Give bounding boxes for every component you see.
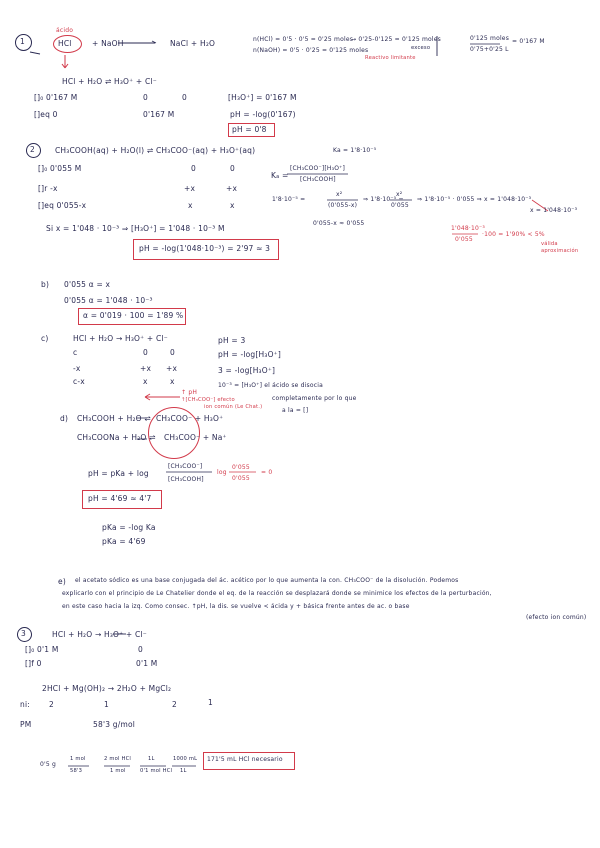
s3-pm-val: 58'3 g/mol bbox=[93, 720, 136, 729]
ka-value: Ka = 1'8·10⁻⁵ bbox=[333, 147, 377, 154]
c-row0: c bbox=[73, 348, 78, 357]
s3-ni-b: 1 bbox=[104, 700, 109, 709]
b-result: α = 0'019 · 100 = 1'89 % bbox=[83, 311, 184, 320]
d-hh-log-den: 0'055 bbox=[232, 475, 250, 482]
section-3-number: 3 bbox=[21, 629, 26, 638]
row0-col2: 0 bbox=[143, 93, 148, 102]
b-line1: 0'055 α = x bbox=[64, 280, 111, 289]
x-value: x = 1'048·10⁻³ bbox=[530, 207, 578, 214]
ka-eq: 1'8·10⁻⁵ = bbox=[272, 196, 306, 203]
si-line: Si x = 1'048 · 10⁻³ ⇒ [H₃O⁺] = 1'048 · 10⁻³ M bbox=[46, 224, 225, 233]
calc-f1-den: 58'3 bbox=[70, 768, 83, 774]
s3-row-f-b: 0'1 M bbox=[136, 659, 158, 668]
e-label: e) bbox=[58, 577, 66, 586]
calc-f4-num: 1000 mL bbox=[173, 756, 198, 762]
d-pka-val: pKa = 4'69 bbox=[102, 537, 146, 546]
limiting-reagent-note: Reactivo limitante bbox=[365, 55, 416, 61]
s2-row-r-b: +x bbox=[184, 184, 196, 193]
n-naoh: n(NaOH) = 0'5 · 0'25 = 0'125 moles bbox=[253, 47, 369, 54]
calc-f2-num: 2 mol HCl bbox=[104, 756, 132, 762]
d-hh-num: [CH₃COO⁻] bbox=[168, 463, 203, 470]
c-row-r-c: +x bbox=[166, 364, 178, 373]
s3-row0-b: 0 bbox=[138, 645, 143, 654]
e-line4: (efecto ion común) bbox=[526, 614, 587, 621]
eq1-hcl: HCl bbox=[58, 39, 72, 48]
eq1-products: NaCl + H₂O bbox=[170, 39, 216, 48]
d-arrow-note-a: ↑[CH₃COO⁻] efecto bbox=[181, 397, 235, 403]
e-line1: el acetato sódico es una base conjugada del ác. acético por lo que aumenta la con. CH₃COO⁻ de la disolución. Podemos bbox=[75, 577, 459, 584]
ka-approx-den: 0'055 bbox=[391, 202, 409, 209]
s3-result: 171'5 mL HCl necesario bbox=[207, 756, 283, 763]
ka-frac-num: x² bbox=[336, 191, 343, 198]
c-eq: HCl + H₂O → H₃O⁺ + Cl⁻ bbox=[73, 334, 168, 343]
s2-row0: []₀ 0'055 M bbox=[38, 164, 82, 173]
s3-eq2: 2HCl + Mg(OH)₂ → 2H₂O + MgCl₂ bbox=[42, 684, 172, 693]
n-hcl: n(HCl) = 0'5 · 0'5 = 0'25 moles bbox=[253, 36, 354, 43]
ph-result: pH = 0'8 bbox=[232, 125, 267, 134]
c-ph3: 3 = -log[H₃O⁺] bbox=[218, 366, 276, 375]
h3o-conc: [H₃O⁺] = 0'167 M bbox=[228, 93, 297, 102]
ka-solve: ⇒ 1'8·10⁻⁵ · 0'055 ⇒ x = 1'048·10⁻³ bbox=[417, 196, 532, 203]
s3-ni-a: 2 bbox=[49, 700, 54, 709]
row0-label: []₀ 0'167 M bbox=[34, 93, 78, 102]
ka-expr-den: [CH₃COOH] bbox=[300, 176, 336, 183]
calc-mass: 0'5 g bbox=[40, 761, 56, 768]
d-hh-den: [CH₃COOH] bbox=[168, 476, 204, 483]
s3-ni-d: 1 bbox=[208, 698, 213, 707]
s2-row0-b: 0 bbox=[191, 164, 196, 173]
ka-approx-num: x² bbox=[396, 191, 403, 198]
ka-expr-num: [CH₃COO⁻][H₃O⁺] bbox=[290, 165, 346, 172]
check-note: válida aproximación bbox=[541, 241, 579, 254]
d-eq1: CH₃COOH + H₂O ⇌ bbox=[77, 414, 151, 423]
s2-row-eq-c: x bbox=[230, 201, 235, 210]
s2-equation: CH₃COOH(aq) + H₂O(l) ⇌ CH₃COO⁻(aq) + H₃O⁺(aq) bbox=[55, 146, 256, 155]
d-eq1-products: CH₃COO⁻ + H₃O⁺ bbox=[156, 414, 224, 423]
eq2: HCl + H₂O ⇌ H₃O⁺ + Cl⁻ bbox=[62, 77, 157, 86]
c-ph2: pH = -log[H₃O⁺] bbox=[218, 350, 281, 359]
ka-frac-den: (0'055-x) bbox=[328, 202, 358, 209]
c-ph: pH = 3 bbox=[218, 336, 246, 345]
d-arrow-note-b: ion común (Le Chat.) bbox=[204, 404, 263, 410]
notes-page: 1 ácido HCl + NaOH NaCl + H₂O n(HCl) = 0'5 · 0'5 = 0'25 moles → 0'25-0'125 = 0'125 moles n(NaOH) = 0'5 · 0'25 = 0'125 moles Reactivo limitante exceso 0'125 moles 0'75+0'25 L = 0'167 M HCl + H₂O ⇌ H₃O⁺ + Cl⁻ []₀ 0'167 M 0 0 [H₃O⁺] = 0'167 M []eq 0 0'167 M pH = -log(0'167) pH = 0'8 2 CH₃COOH(aq) + H₂O(l) ⇌ CH₃COO⁻(aq) + H₃O⁺(aq) Ka = 1'8·10⁻⁵ []₀ 0'055 M 0 0 []r -x +x +x []eq 0'055-x x x Ka = [CH₃COO⁻][H₃O⁺] [CH₃COOH] 1'8·10⁻⁵ = x² (0'055-x) ⇒ 1'8·10⁻⁵ = x² 0'055 ⇒ 1'8·10⁻⁵ · 0'055 ⇒ x = 1'048·10⁻³ x = 1'048·10⁻³ 0'055-x ≈ 0'055 Si x = 1'048 · 10⁻³ ⇒ [H₃O⁺] = 1'048 · 10⁻³ M pH = -log(1'048·10⁻³) = 2'97 ≈ 3 1'048·10⁻³ 0'055 ·100 = 1'90% < 5% válida aproximación b) 0'055 α = x 0'055 α = 1'048 · 10⁻³ α = 0'019 · 100 = 1'89 % c) HCl + H₂O → H₃O⁺ + Cl⁻ c 0 0 -x +x +x c-x x x pH = 3 pH = -log[H₃O⁺] 3 = -log[H₃O⁺] 10⁻³ = [H₃O⁺] el ácido se disocia completamente por lo que a la = [] ↑ pH ↑[CH₃COO⁻] efecto ion común (Le Chat.) d) CH₃COOH + H₂O ⇌ CH₃COO⁻ + H₃O⁺ CH₃COONa + H₂O ⇌ CH₃COO⁻ + Na⁺ pH = pKa + log [CH₃COO⁻] [CH₃COOH] log 0'055 0'055 = 0 pH = 4'69 ≈ 4'7 pKa = -log Ka pKa = 4'69 e) el acetato sódico es una base conjugada del ác. acético por lo que aumenta la con. CH₃COO⁻ de la disolución. Podemos explicarlo con el principio de Le Chatelier donde el eq. de la reacción se desplazará donde se minimice los efectos de la perturbación, en este caso hacia la izq. Como consec. ↑pH, la dis. se vuelve < ácida y + básica frente antes de ac. o base (efecto ion común) 3 HCl + H₂O → H₃O⁺ + Cl⁻ []₀ 0'1 M 0 []f 0 0'1 M 2HCl + Mg(OH)₂ → 2H₂O + MgCl₂ ni: 2 1 2 1 PM 58'3 g/mol 0'5 g 1 mol 58'3 2 mol HCl 1 mol 1L 0'1 mol HCl 1000 mL 1L 171'5 mL HCl necesario bbox=[0, 0, 600, 848]
acid-label: ácido bbox=[56, 27, 74, 34]
d-hh-zero: = 0 bbox=[261, 469, 273, 476]
b-line2: 0'055 α = 1'048 · 10⁻³ bbox=[64, 296, 153, 305]
check-result: ·100 = 1'90% < 5% bbox=[482, 231, 545, 238]
s3-ni-c: 2 bbox=[172, 700, 177, 709]
b-label: b) bbox=[41, 280, 50, 289]
conc-den: 0'75+0'25 L bbox=[470, 46, 509, 53]
s3-row0: []₀ 0'1 M bbox=[25, 645, 59, 654]
s2-row-r-c: +x bbox=[226, 184, 238, 193]
c-row0-b: 0 bbox=[143, 348, 148, 357]
excess-note: exceso bbox=[411, 45, 431, 51]
s2-ph: pH = -log(1'048·10⁻³) = 2'97 ≈ 3 bbox=[139, 244, 271, 253]
e-line2: explicarlo con el principio de Le Chatelier donde el eq. de la reacción se desplazará donde se minimice los efectos de la perturbación, bbox=[62, 590, 492, 597]
c-row-eq-b: x bbox=[143, 377, 148, 386]
s2-row-eq: []eq 0'055-x bbox=[38, 201, 87, 210]
s3-pm: PM bbox=[20, 720, 32, 729]
c-row-eq: c-x bbox=[73, 377, 85, 386]
s2-row0-c: 0 bbox=[230, 164, 235, 173]
s3-row-f: []f 0 bbox=[25, 659, 42, 668]
check-num: 1'048·10⁻³ bbox=[451, 225, 486, 232]
ka-approx: ⇒ 1'8·10⁻⁵ = bbox=[363, 196, 404, 203]
s2-row-r: []r -x bbox=[38, 184, 58, 193]
c-row-r: -x bbox=[73, 364, 81, 373]
d-pka: pKa = -log Ka bbox=[102, 523, 156, 532]
c-label: c) bbox=[41, 334, 49, 343]
row-eq-label: []eq 0 bbox=[34, 110, 58, 119]
row-eq-col2: 0'167 M bbox=[143, 110, 175, 119]
c-row-r-b: +x bbox=[140, 364, 152, 373]
conc-value: = 0'167 M bbox=[512, 38, 545, 45]
s3-ni: ni: bbox=[20, 700, 30, 709]
calc-f1-num: 1 mol bbox=[70, 756, 86, 762]
row0-col3: 0 bbox=[182, 93, 187, 102]
c-ph4: 10⁻³ = [H₃O⁺] el ácido se disocia bbox=[218, 382, 323, 389]
calc-f2-den: 1 mol bbox=[110, 768, 126, 774]
d-hh-log-num: 0'055 bbox=[232, 464, 250, 471]
n-hcl-remaining: → 0'25-0'125 = 0'125 moles bbox=[351, 36, 441, 43]
s2-row-eq-b: x bbox=[188, 201, 193, 210]
d-eq2-products: CH₃COO⁻ + Na⁺ bbox=[164, 433, 227, 442]
calc-f3-num: 1L bbox=[148, 756, 155, 762]
calc-f4-den: 1L bbox=[180, 768, 187, 774]
d-label: d) bbox=[60, 414, 69, 423]
d-hh-log: log bbox=[217, 469, 227, 476]
e-line3: en este caso hacia la izq. Como consec. ↑pH, la dis. se vuelve < ácida y + básica frente antes de ac. o base bbox=[62, 603, 410, 610]
section-2-number: 2 bbox=[30, 145, 35, 154]
c-row-eq-c: x bbox=[170, 377, 175, 386]
conc-num: 0'125 moles bbox=[470, 35, 510, 42]
d-eq2: CH₃COONa + H₂O ⇌ bbox=[77, 433, 156, 442]
ph-calc: pH = -log(0'167) bbox=[230, 110, 296, 119]
c-row0-c: 0 bbox=[170, 348, 175, 357]
s3-eq: HCl + H₂O → H₃O⁺ + Cl⁻ bbox=[52, 630, 147, 639]
c-ph5: completamente por lo que bbox=[272, 395, 357, 402]
d-result: pH = 4'69 ≈ 4'7 bbox=[88, 494, 152, 503]
calc-f3-den: 0'1 mol HCl bbox=[140, 768, 173, 774]
check-den: 0'055 bbox=[455, 236, 473, 243]
approx-note: 0'055-x ≈ 0'055 bbox=[313, 220, 365, 227]
section-1-number: 1 bbox=[20, 37, 25, 46]
c-ph6: a la = [] bbox=[282, 407, 309, 414]
eq1-naoh: + NaOH bbox=[92, 39, 124, 48]
d-arrow-label: ↑ pH bbox=[181, 389, 198, 396]
d-hh: pH = pKa + log bbox=[88, 469, 149, 478]
